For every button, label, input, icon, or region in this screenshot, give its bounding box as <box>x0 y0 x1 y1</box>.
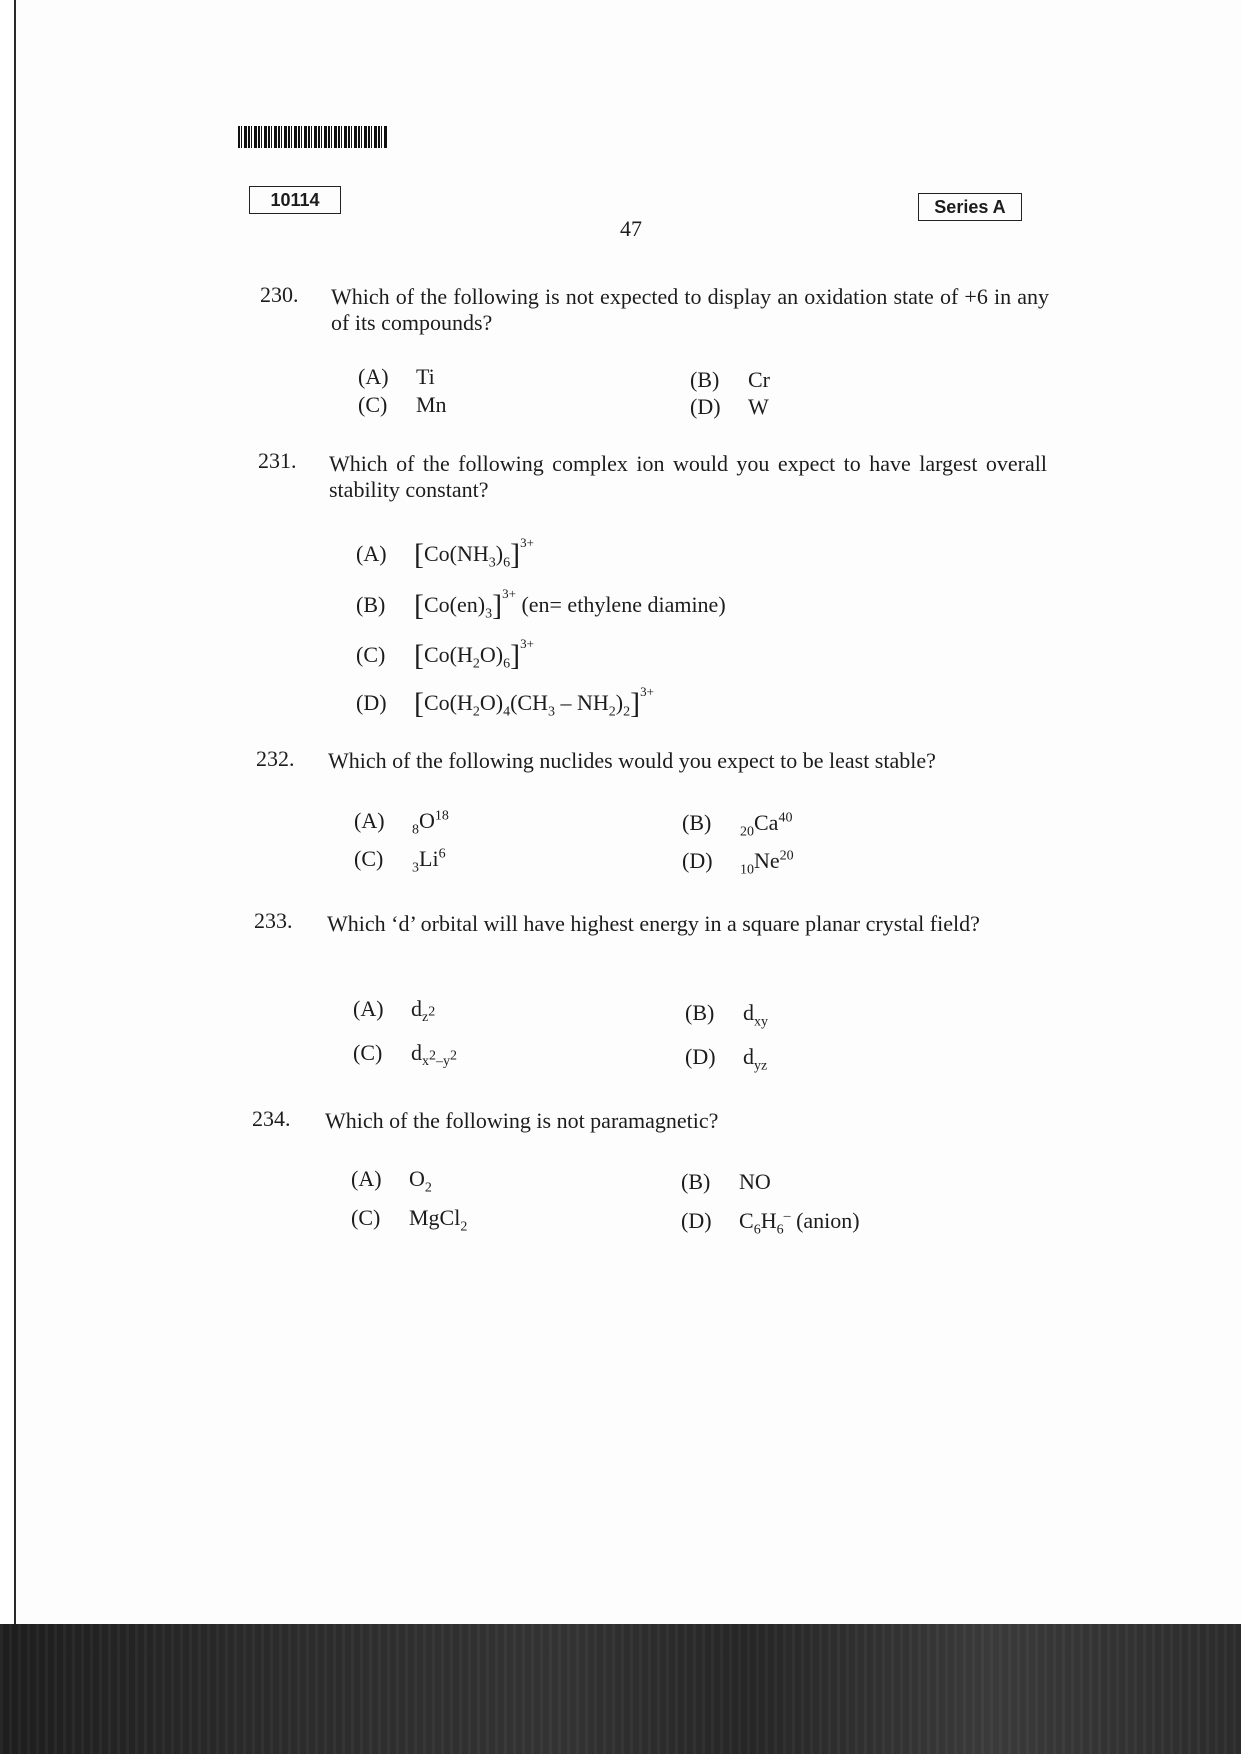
option-d: (D) $[Co(H_2O)_4(CH_3 - NH_2)_2]^{3+}$ <box>356 684 654 720</box>
option-a: (A) Ti <box>358 364 435 389</box>
question-text: Which of the following is not expected to display an oxidation state of +6 in any of its compounds? <box>331 284 1049 335</box>
option-a: (A) $_8O^{18}$ <box>354 808 449 838</box>
barcode <box>238 126 388 148</box>
option-c: (C) Mn <box>358 392 447 417</box>
option-c: (C) $[Co(H_2O)_6]^{3+}$ <box>356 636 534 672</box>
option-d: (D) $C_6H_6^-$ (anion) <box>681 1208 860 1238</box>
question-number: 230. <box>260 282 299 307</box>
option-b: (B) $d_{xy}$ <box>685 1000 768 1030</box>
option-a: (A) $[Co(NH_3)_6]^{3+}$ <box>356 535 534 571</box>
option-c: (C) $d_{x^2-y^2}$ <box>353 1040 457 1070</box>
question-number: 231. <box>258 448 297 473</box>
question-number: 234. <box>252 1106 291 1131</box>
option-b: (B) Cr <box>690 367 770 392</box>
option-b: (B) $[Co(en)_3]^{3+}$ (en= ethylene diamine) <box>356 586 726 622</box>
option-b: (B) $_{20}Ca^{40}$ <box>682 810 793 840</box>
option-a: (A) $d_{z^2}$ <box>353 996 436 1026</box>
exam-page <box>14 0 1241 1624</box>
question-number: 233. <box>254 908 293 933</box>
question-text: Which of the following complex ion would you expect to have largest overall stability constant? <box>329 451 1047 502</box>
question-number: 232. <box>256 746 295 771</box>
option-d: (D) $_{10}Ne^{20}$ <box>682 848 794 878</box>
option-a: (A) $O_2$ <box>351 1166 432 1196</box>
question-text: Which of the following nuclides would you expect to be least stable? <box>328 748 936 773</box>
option-d: (D) W <box>690 394 769 419</box>
page-number: 47 <box>620 216 642 241</box>
series-box: Series A <box>918 193 1022 221</box>
question-text: Which of the following is not paramagnetic? <box>325 1108 719 1133</box>
question-text: Which ‘d’ orbital will have highest energy in a square planar crystal field? <box>327 911 980 936</box>
option-d: (D) $d_{yz}$ <box>685 1044 768 1074</box>
option-c: (C) MgCl$_2$ <box>351 1205 468 1235</box>
scanner-background <box>0 1624 1241 1754</box>
paper-code-box: 10114 <box>249 186 341 214</box>
option-note: (en= ethylene diamine) <box>521 592 726 617</box>
option-b: (B) NO <box>681 1169 771 1194</box>
option-c: (C) $_3Li^6$ <box>354 846 446 876</box>
